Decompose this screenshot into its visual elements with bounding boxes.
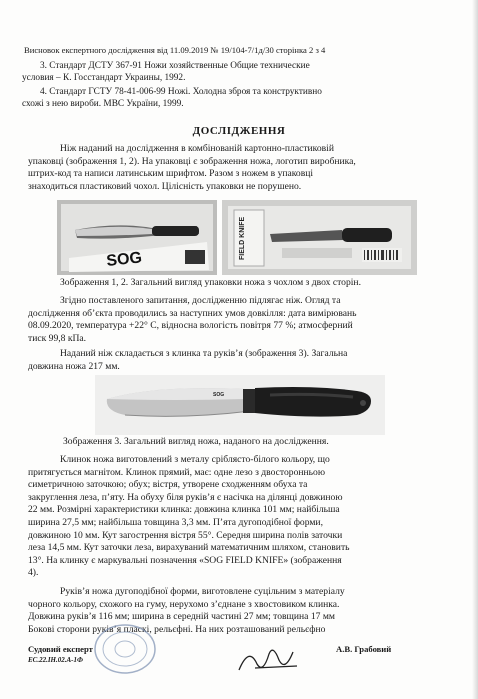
paragraph-conditions (28, 295, 446, 345)
para5-line: Руків’я ножа дугоподібної форми, виготовлене суцільним з матеріалу (60, 586, 345, 597)
caption-image-3: Зображення 3. Загальний вигляд ножа, наданого на дослідження. (63, 436, 329, 447)
para5-line: чорного кольору, схожого на гуму, нерухомо з’єднане з хвостовиком клинка. (28, 598, 340, 610)
para4-line: 22 мм. Розмірні характеристики клинка: довжина клинка 101 мм; найбільша (28, 504, 340, 516)
signature-name: А.В. Грабовий (336, 644, 392, 654)
para1-line: упаковці (зображення 1, 2). На упаковці є зображення ножа, логотип виробника, (28, 155, 356, 167)
para2-line: дослідження об’єкта проводились за наступних умов довкілля: дата вимірювань (28, 307, 357, 319)
para4-line: ширина 27,5 мм; найбільша товщина 3,3 мм. П’ята дугоподібної форми, (28, 516, 323, 528)
para2-line: 08.09.2020, температура +22° С, відносна вологість повітря 77 %; атмосферний (28, 320, 353, 332)
para5-line: Бокові сторони руків’я пласкі, рельєфні. На них розташований рельєфно (28, 623, 326, 635)
package-logo-text: SOG (105, 249, 143, 270)
paragraph-knife-parts (28, 348, 446, 373)
para4-line: 4). (28, 567, 39, 579)
para2-line: тиск 99,8 кПа. (28, 332, 87, 344)
knife-photo (95, 375, 385, 435)
page-edge-shadow (472, 0, 478, 699)
para5-line: Довжина руків’я 116 мм; ширина в середній частині 27 мм; товщина 17 мм (28, 611, 335, 623)
signature-role: Судовий експерт (28, 644, 93, 654)
para3-line: довжина ножа 217 мм. (28, 360, 120, 372)
knife-mark-text: SOG (213, 392, 225, 398)
official-stamp (90, 622, 160, 677)
para4-line: 13°. На клинку є маркувальні позначення «SOG FIELD KNIFE» (зображення (28, 554, 342, 566)
para4-line: Клинок ножа виготовлений з металу сріблясто-білого кольору, що (60, 454, 330, 465)
para4-line: закруглення леза, п’яту. На обуху біля руків’я є насічка на ділянці довжиною (28, 491, 343, 503)
reference-3-line-1: 3. Стандарт ДСТУ 367-91 Ножи хозяйственные Общие технические (40, 61, 310, 71)
reference-4-line-2: схожі з нею вироби. МВС України, 1999. (22, 99, 184, 109)
package-photo-back (222, 200, 417, 275)
para1-line: штрих-код та написи латинським шрифтом. Разом з ножем в упаковці (28, 168, 314, 180)
handwritten-signature (235, 640, 305, 680)
para2-line: Згідно поставленого запитання, дослідженню підлягає ніж. Огляд та (60, 295, 341, 306)
para4-line: леза 14,5 мм. Кут заточки леза, вирахуваний математичним шляхом, становить (28, 542, 350, 554)
caption-images-1-2: Зображення 1, 2. Загальний вигляд упаковки ножа з чохлом з двох сторін. (60, 277, 361, 288)
para4-line: притягується магнітом. Клинок прямий, має: одне лезо з двосторонньою (28, 466, 325, 478)
para1-line: Ніж наданий на дослідження в комбінованій картонно-пластиковій (60, 143, 334, 154)
para4-line: довжиною 10 мм. Кут загострення вістря 55°. Середня ширина полів заточки (28, 529, 343, 541)
page-header: Висновок експертного дослідження від 11.09.2019 № 19/104-7/1д/30 сторінка 2 з 4 (24, 45, 326, 55)
reference-4 (22, 86, 440, 110)
section-title: ДОСЛІДЖЕННЯ (192, 125, 286, 137)
para1-line: знаходиться пластиковий чохол. Цілісність упаковки не порушено. (28, 180, 302, 192)
paragraph-blade (28, 454, 446, 580)
package-photo-front (57, 200, 217, 275)
form-code: ЕС.22.IH.02.А-1Ф (28, 656, 83, 664)
reference-3-line-2: условия – К. Госстандарт Украины, 1992. (22, 73, 186, 83)
paragraph-package (28, 143, 446, 193)
reference-3 (22, 60, 440, 84)
para3-line: Наданий ніж складається з клинка та руків’я (зображення 3). Загальна (60, 348, 348, 359)
package-label-text: FIELD KNIFE (239, 216, 246, 260)
reference-4-line-1: 4. Стандарт ГСТУ 78-41-006-99 Ножі. Холодна зброя та конструктивно (40, 87, 322, 97)
para4-line: симетричною заточкою; обух; вістря, утворене сходженням обуха та (28, 479, 308, 491)
